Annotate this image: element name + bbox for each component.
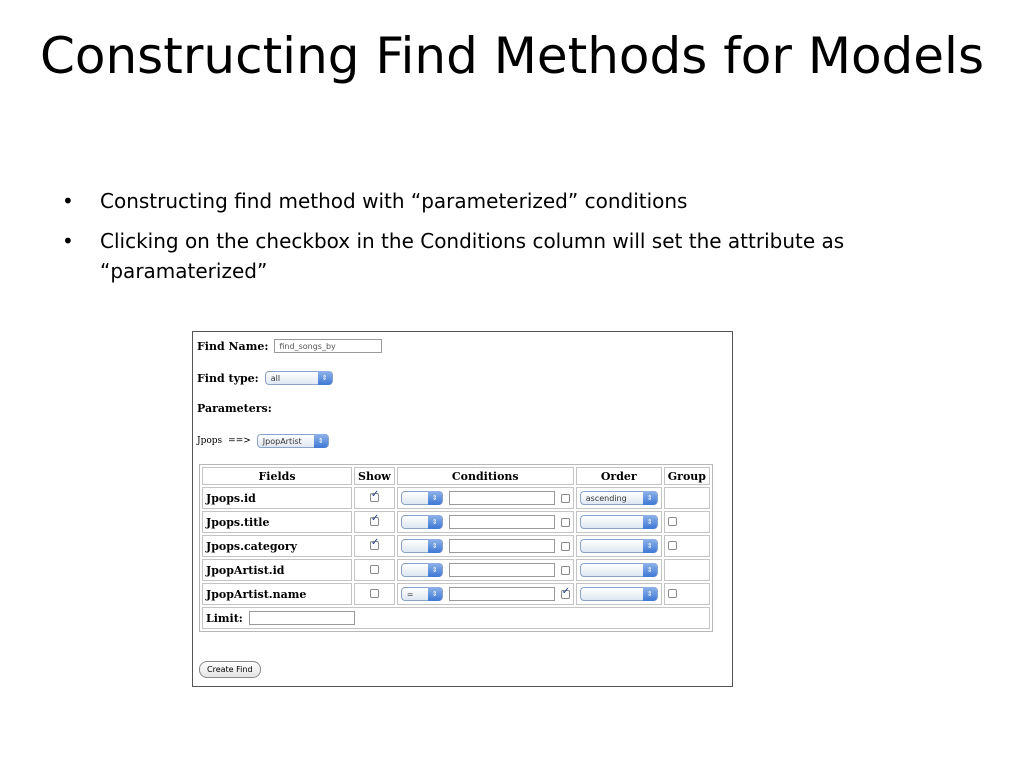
updown-arrow-icon: ⇕: [643, 491, 657, 505]
updown-arrow-icon: ⇕: [428, 515, 442, 529]
group-checkbox[interactable]: [668, 589, 677, 598]
parameterized-checkbox[interactable]: [561, 518, 570, 527]
find-type-value: all: [270, 373, 281, 383]
show-cell: [354, 535, 395, 557]
show-cell: [354, 583, 395, 605]
limit-row: [202, 607, 710, 629]
header-group: Group: [664, 467, 710, 485]
find-name-label: Find Name:: [197, 339, 269, 353]
parameterized-checkbox[interactable]: [561, 590, 570, 599]
updown-arrow-icon: ⇕: [643, 587, 657, 601]
table-row: [202, 487, 710, 509]
field-name: Jpops.category: [202, 535, 352, 557]
order-select[interactable]: [580, 515, 658, 529]
bullet-icon: •: [62, 229, 74, 253]
find-type-row: [197, 371, 333, 385]
condition-operator-select[interactable]: [401, 491, 443, 505]
table-row: [202, 559, 710, 581]
condition-operator-select[interactable]: [401, 539, 443, 553]
field-name: Jpops.title: [202, 511, 352, 533]
fields-table: [199, 464, 713, 632]
group-cell: [664, 559, 710, 581]
updown-arrow-icon: ⇕: [643, 563, 657, 577]
updown-arrow-icon: ⇕: [428, 587, 442, 601]
group-cell: [664, 511, 710, 533]
parameters-label: Parameters:: [197, 402, 272, 415]
condition-operator-select[interactable]: [401, 515, 443, 529]
show-cell: [354, 559, 395, 581]
parameterized-checkbox[interactable]: [561, 542, 570, 551]
bullet-icon: •: [62, 189, 74, 213]
bullet-list: [58, 186, 978, 296]
updown-arrow-icon: ⇕: [428, 491, 442, 505]
updown-arrow-icon: ⇕: [643, 539, 657, 553]
header-conditions: Conditions: [397, 467, 574, 485]
condition-value-input[interactable]: [449, 515, 555, 529]
order-select[interactable]: [580, 587, 658, 601]
order-value: ascending: [585, 493, 627, 503]
updown-arrow-icon: ⇕: [428, 539, 442, 553]
find-builder-screenshot: [192, 331, 733, 687]
group-checkbox[interactable]: [668, 541, 677, 550]
condition-operator-select[interactable]: [401, 563, 443, 577]
show-checkbox[interactable]: [370, 541, 379, 550]
param-arrow: ==>: [228, 436, 251, 446]
updown-arrow-icon: ⇕: [428, 563, 442, 577]
updown-arrow-icon: ⇕: [314, 434, 328, 448]
field-name: JpopArtist.name: [202, 583, 352, 605]
conditions-cell: [397, 511, 574, 533]
field-name: JpopArtist.id: [202, 559, 352, 581]
limit-input[interactable]: [249, 611, 355, 625]
show-checkbox[interactable]: [370, 517, 379, 526]
group-cell: [664, 583, 710, 605]
param-select[interactable]: [257, 434, 329, 448]
param-value: JpopArtist: [262, 436, 302, 446]
header-order: Order: [576, 467, 662, 485]
updown-arrow-icon: ⇕: [643, 515, 657, 529]
condition-value-input[interactable]: [449, 539, 555, 553]
create-find-button[interactable]: Create Find: [199, 661, 261, 678]
parameterized-checkbox[interactable]: [561, 494, 570, 503]
show-checkbox[interactable]: [370, 589, 379, 598]
find-type-label: Find type:: [197, 371, 259, 385]
show-checkbox[interactable]: [370, 565, 379, 574]
condition-operator-value: =: [406, 589, 414, 599]
order-cell: [576, 583, 662, 605]
updown-arrow-icon: ⇕: [318, 371, 332, 385]
condition-operator-select[interactable]: [401, 587, 443, 601]
order-select[interactable]: [580, 491, 658, 505]
show-cell: [354, 511, 395, 533]
bullet-text: Clicking on the checkbox in the Conditions column will set the attribute as “paramaterized”: [100, 229, 845, 283]
find-name-row: [197, 339, 382, 353]
find-name-input[interactable]: find_songs_by: [274, 339, 382, 353]
order-select[interactable]: [580, 563, 658, 577]
conditions-cell: [397, 583, 574, 605]
order-cell: [576, 511, 662, 533]
group-cell: [664, 535, 710, 557]
table-row: [202, 583, 710, 605]
param-row: [197, 434, 329, 448]
bullet-item: [58, 226, 978, 286]
show-checkbox[interactable]: [370, 493, 379, 502]
condition-value-input[interactable]: [449, 587, 555, 601]
order-cell: [576, 487, 662, 509]
table-row: [202, 511, 710, 533]
conditions-cell: [397, 559, 574, 581]
bullet-item: [58, 186, 978, 216]
table-row: [202, 535, 710, 557]
limit-label: Limit:: [206, 611, 243, 625]
param-model: Jpops: [197, 436, 223, 446]
order-select[interactable]: [580, 539, 658, 553]
order-cell: [576, 559, 662, 581]
condition-value-input[interactable]: [449, 491, 555, 505]
conditions-cell: [397, 487, 574, 509]
find-type-select[interactable]: [265, 371, 333, 385]
header-fields: Fields: [202, 467, 352, 485]
field-name: Jpops.id: [202, 487, 352, 509]
bullet-text: Constructing find method with “parameterized” conditions: [100, 189, 688, 213]
conditions-cell: [397, 535, 574, 557]
parameters-row: [197, 402, 272, 415]
header-show: Show: [354, 467, 395, 485]
order-cell: [576, 535, 662, 557]
show-cell: [354, 487, 395, 509]
slide-title: Constructing Find Methods for Models: [39, 27, 985, 85]
parameterized-checkbox[interactable]: [561, 566, 570, 575]
table-header-row: [202, 467, 710, 485]
condition-value-input[interactable]: [449, 563, 555, 577]
group-checkbox[interactable]: [668, 517, 677, 526]
limit-cell: [202, 607, 710, 629]
group-cell: [664, 487, 710, 509]
